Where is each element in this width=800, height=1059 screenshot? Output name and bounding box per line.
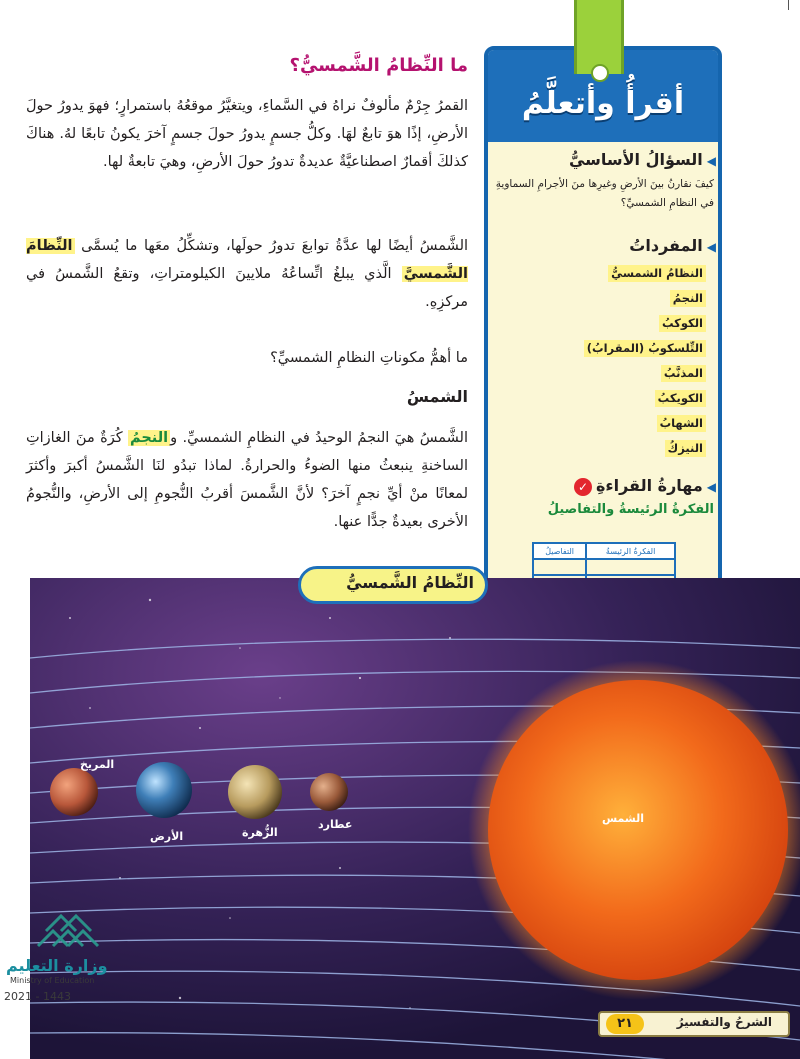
publisher-year: 2021 - 1443 (4, 990, 71, 1003)
vocab-item: المذنَّبُ (661, 365, 706, 382)
card-title: أقرأُ وأتعلَّمُ (521, 86, 685, 121)
pointer-icon: ◀ (706, 480, 716, 494)
page-number: ٢١ (606, 1014, 644, 1034)
figure-title: النِّظامُ الشَّمسيُّ (346, 573, 474, 592)
vocabulary-heading: ◀المفرداتُ (629, 236, 716, 255)
label-mars: المريخ (80, 758, 115, 771)
paragraph-sun-b: كُرَةٌ منَ الغازاتِ الساخنةِ ينبعثُ منها الضوءُ والحرارةُ. لماذا تبدُو لنَا الشَّمسُ أكبرَ وأكثرَ لمعانًا منْ أيِّ نجمٍ آخرَ؟ لأنَّ الشَّمسَ أقربُ النُّجومِ إلى الأرضِ، والنُّجومُ الأخرى بعيدةٌ جدًّا عنها. (26, 430, 468, 530)
paragraph-moon: القمرُ جِرْمٌ مألوفٌ نراهُ في السَّماءِ، ويتغيَّرُ موقعُهُ باستمرارٍ؛ فهوَ يدورُ حولَ الأرضِ، إذًا هوَ تابعٌ لهَا. وكلُّ جسمٍ يدورُ حولَ جسمٍ آخرَ يكونُ تابعًا لهُ. هناكَ كذلكَ أقمارٌ اصطناعيَّةٌ عديدةٌ تدورُ حولَ الأرضِ، وهيَ تابعةٌ لها. (26, 98, 468, 170)
label-sun: الشمس (602, 812, 645, 825)
section-title: ما النِّظامُ الشَّمسيُّ؟ (289, 55, 468, 76)
bookmark-ribbon-icon (574, 0, 624, 74)
checkmark-icon: ✓ (574, 478, 592, 496)
solar-system-illustration (30, 578, 800, 1059)
ministry-logo-icon (28, 906, 118, 954)
table-cell (533, 559, 586, 575)
essential-question-heading: ◀السؤالُ الأساسيُّ (568, 150, 716, 169)
planet-venus (228, 765, 282, 819)
vocab-item: الكويكبُ (655, 390, 706, 407)
sun (488, 680, 788, 980)
crop-mark (788, 0, 789, 10)
table-header: الفكرةُ الرئيسةُ (586, 543, 675, 559)
vocab-item: النيزكُ (665, 440, 706, 457)
vocab-item: الشهابُ (657, 415, 706, 432)
planet-mercury (310, 773, 348, 811)
footer-section-label: الشرحُ والتفسيرُ (676, 1015, 772, 1029)
paragraph-sun-a: الشَّمسُ هيَ النجمُ الوحيدُ في النظامِ الشمسيِّ. و (170, 430, 468, 446)
vocab-item: التِّلسكوبُ (المقرابُ) (584, 340, 706, 357)
paragraph-solar-system-b: الَّذي يبلغُ اتِّساعُهُ ملايينَ الكيلومتراتِ، وتقعُ الشَّمسُ في مركزِهِ. (26, 266, 468, 310)
reading-skill-name: الفكرةُ الرئيسةُ والتفاصيلُ (547, 502, 714, 517)
vocab-item: الكوكبُ (659, 315, 706, 332)
publisher-name-en: Ministry of Education (10, 976, 95, 985)
planet-mars (50, 768, 98, 816)
essential-question-text: كيفَ نقارنُ بينَ الأرضِ وغيرِها منَ الأجرامِ السماويةِ في النظامِ الشمسيِّ؟ (495, 178, 714, 209)
paragraph-solar-system-a: الشَّمسُ أيضًا لها عدَّةُ توابعَ تدورُ حولَها، وتشكِّلُ معَها ما يُسمَّى (81, 238, 469, 254)
space-scene (30, 578, 800, 1059)
planet-earth (136, 762, 192, 818)
paragraph-solar-system (26, 232, 468, 316)
term-solar-system: النِّظامَ الشَّمسيَّ (26, 238, 469, 282)
table-header: التفاصيلُ (533, 543, 586, 559)
table-cell (586, 559, 675, 575)
reading-skill-heading: ◀مهارةُ القراءةِ✓ (574, 476, 716, 496)
label-venus: الزُّهرة (242, 826, 278, 839)
label-mercury: عطارد (318, 818, 353, 831)
question-components: ما أهمُّ مكوناتِ النظامِ الشمسيِّ؟ (270, 350, 468, 366)
sun-heading: الشمسُ (406, 387, 468, 406)
vocab-item: النجمُ (670, 290, 706, 307)
pointer-icon: ◀ (706, 240, 716, 254)
term-star: النجمُ (129, 430, 169, 446)
ribbon-hole (591, 64, 609, 82)
label-earth: الأرض (150, 830, 184, 843)
paragraph-sun (26, 424, 468, 536)
vocab-item: النظامُ الشمسيُّ (608, 265, 706, 282)
publisher-name-ar: وزارة التعليم (6, 956, 108, 975)
pointer-icon: ◀ (706, 154, 716, 168)
